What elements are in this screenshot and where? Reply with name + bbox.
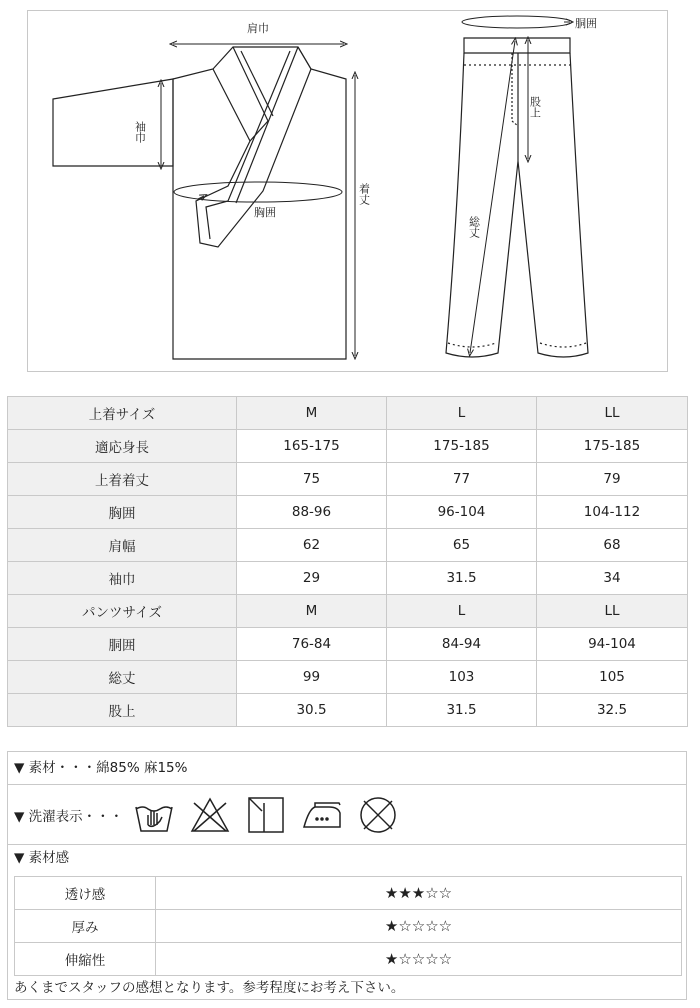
row-label: 適応身長 (8, 430, 237, 463)
size-table (7, 396, 688, 727)
table-row (8, 562, 688, 595)
label-sleeve-width: 袖巾 (133, 121, 147, 143)
washing-line (8, 785, 686, 845)
label-chest: 胸囲 (254, 206, 276, 219)
wash-icon-list (133, 795, 399, 835)
table-row (8, 430, 688, 463)
size-col-m: M (237, 397, 387, 430)
washing-label: ▼ 洗濯表示・・・ (14, 808, 124, 825)
pants-measure-lines (462, 16, 572, 353)
label-jacket-length: 着丈 (357, 183, 371, 205)
texture-label: 伸縮性 (15, 943, 156, 976)
texture-stars: ★☆☆☆☆ (156, 943, 682, 976)
label-waist: 胴囲 (575, 17, 597, 30)
table-row (15, 943, 682, 976)
texture-stars: ★★★☆☆ (156, 877, 682, 910)
row-label: 上着着丈 (8, 463, 237, 496)
row-label: 袖巾 (8, 562, 237, 595)
pants-drawing (446, 38, 588, 357)
label-shoulder-width: 肩巾 (247, 22, 269, 35)
pants-size-header-row (8, 595, 688, 628)
cell: 94-104 (537, 628, 688, 661)
label-total-length: 総丈 (467, 216, 481, 238)
cell: 104-112 (537, 496, 688, 529)
cell: 105 (537, 661, 688, 694)
row-label: 胴囲 (8, 628, 237, 661)
cell: 77 (387, 463, 537, 496)
cell: 79 (537, 463, 688, 496)
no-dry-clean-icon (357, 795, 399, 835)
table-row (8, 529, 688, 562)
pants-size-header-label: パンツサイズ (8, 595, 237, 628)
cell: 165-175 (237, 430, 387, 463)
cell: 62 (237, 529, 387, 562)
no-bleach-icon (189, 795, 231, 835)
cell: 175-185 (387, 430, 537, 463)
jacket-measure-lines (161, 44, 355, 356)
table-row (8, 694, 688, 727)
hand-wash-icon (133, 795, 175, 835)
row-label: 総丈 (8, 661, 237, 694)
row-label: 肩幅 (8, 529, 237, 562)
jacket-size-header-label: 上着サイズ (8, 397, 237, 430)
cell: 31.5 (387, 694, 537, 727)
cell: 29 (237, 562, 387, 595)
texture-label: 透け感 (15, 877, 156, 910)
size-col-l: L (387, 595, 537, 628)
jacket-drawing (53, 47, 346, 359)
table-row (8, 463, 688, 496)
cell: 175-185 (537, 430, 688, 463)
staff-note: あくまでスタッフの感想となります。参考程度にお考え下さい。 (14, 980, 405, 996)
table-row (8, 496, 688, 529)
cell: 65 (387, 529, 537, 562)
cell: 99 (237, 661, 387, 694)
cell: 32.5 (537, 694, 688, 727)
texture-stars: ★☆☆☆☆ (156, 910, 682, 943)
table-row (15, 910, 682, 943)
row-label: 股上 (8, 694, 237, 727)
jacket-size-header-row (8, 397, 688, 430)
material-line: ▼ 素材・・・綿85% 麻15% (8, 752, 686, 785)
table-row (15, 877, 682, 910)
texture-label: 厚み (15, 910, 156, 943)
size-col-ll: LL (537, 595, 688, 628)
cell: 34 (537, 562, 688, 595)
table-row (8, 661, 688, 694)
iron-low-icon (301, 795, 343, 835)
table-row (8, 628, 688, 661)
size-col-l: L (387, 397, 537, 430)
care-info-box (7, 751, 687, 1000)
cell: 75 (237, 463, 387, 496)
texture-heading: ▼ 素材感 (14, 850, 70, 866)
cell: 76-84 (237, 628, 387, 661)
cell: 68 (537, 529, 688, 562)
cell: 96-104 (387, 496, 537, 529)
cell: 88-96 (237, 496, 387, 529)
drip-dry-shade-icon (245, 795, 287, 835)
size-col-ll: LL (537, 397, 688, 430)
size-col-m: M (237, 595, 387, 628)
cell: 84-94 (387, 628, 537, 661)
size-diagram (27, 10, 668, 372)
label-rise: 股上 (528, 96, 542, 118)
cell: 31.5 (387, 562, 537, 595)
garment-diagram-svg (28, 11, 669, 373)
cell: 30.5 (237, 694, 387, 727)
texture-table (14, 876, 682, 976)
cell: 103 (387, 661, 537, 694)
row-label: 胸囲 (8, 496, 237, 529)
